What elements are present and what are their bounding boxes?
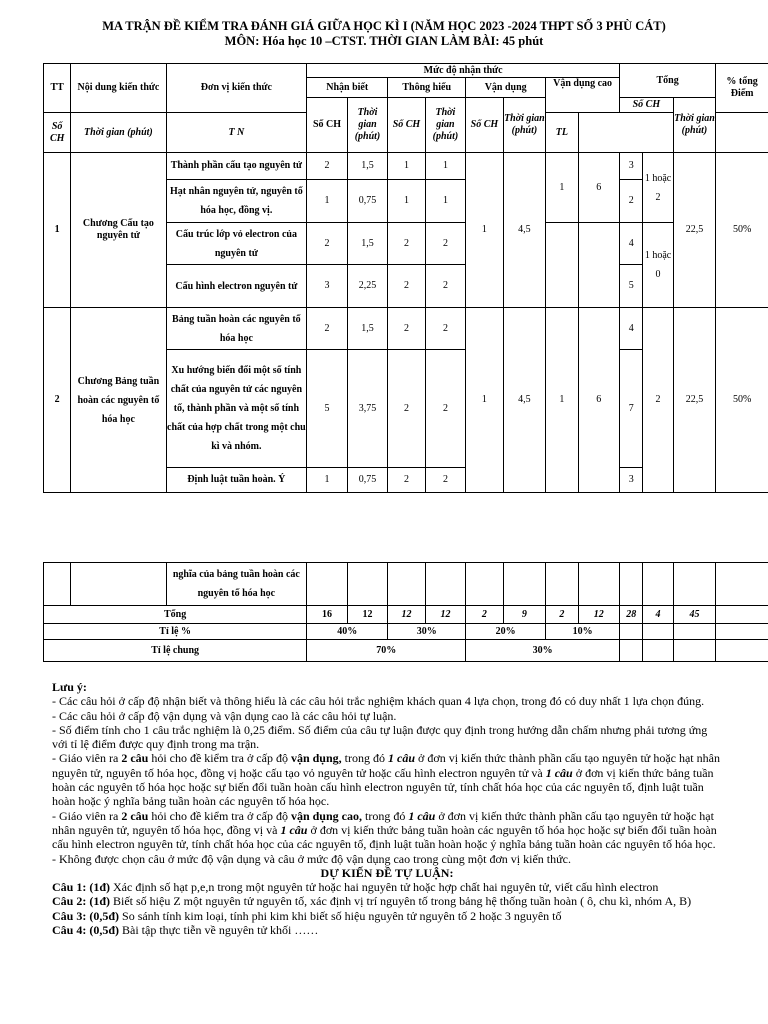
note-4-c: hỏi cho đề kiểm tra ở cấp độ [148, 751, 291, 766]
note-5-c: hỏi cho đề kiểm tra ở cấp độ [148, 808, 291, 823]
ch2-u1-th-ch: 2 [388, 308, 425, 350]
header-nb-so-ch: Số CH [307, 98, 348, 153]
note-5-g: ở đơn vị kiến thức thành phần cấu tạo nguyên tử hoặc hạt nhân nguyên tử, nguyên tố hóa học, đồng vị và [52, 808, 714, 837]
total-time: 45 [673, 606, 716, 624]
note-5-h: 1 câu [280, 822, 308, 837]
ch1-unit-3: Cấu trúc lớp vỏ electron của nguyên tử [166, 223, 307, 265]
note-1: - Các câu hỏi ở cấp độ nhận biết và thông hiểu là các câu hỏi trắc nghiệm khách quan 4 lựa chọn, trong đó có duy nhất 1 lựa chọn đúng. [52, 694, 705, 709]
header-pct-tong-diem: % tổng Điểm [716, 64, 768, 113]
ch2-pct: 50% [716, 308, 768, 493]
note-4-a: - Giáo viên ra [52, 751, 122, 766]
ch1-tl-b: 1 hoặc 0 [643, 223, 673, 308]
note-4-g: ở đơn vị kiến thức thành phần cấu tạo nguyên tử hoặc hạt nhân nguyên tử, nguyên tố hóa học, đồng vị hoặc cấu tạo vỏ nguyên tử hoặc cấu hình electron nguyên tử và [52, 751, 720, 780]
ch1-u1-nb-tg: 1,5 [347, 153, 388, 180]
ch2-tl: 2 [643, 308, 673, 493]
ch1-u2-tn: 2 [620, 180, 643, 223]
ch1-u3-nb-ch: 2 [307, 223, 348, 265]
ch2-vd-ch: 1 [466, 308, 503, 493]
essay-q1 [52, 880, 722, 894]
ch2-unit-1: Bảng tuần hoàn các nguyên tố hóa học [166, 308, 307, 350]
tile-chung-blank [716, 640, 768, 662]
ch1-u4-tn: 5 [620, 265, 643, 308]
header-tong: Tổng [620, 64, 716, 98]
note-4 [52, 751, 722, 808]
note-4-b: 2 câu [121, 751, 149, 766]
ch2-u2-tn: 7 [620, 350, 643, 468]
total-vdc-tg: 12 [578, 606, 620, 624]
note-5-b: 2 câu [121, 808, 149, 823]
ch1-u3-th-tg: 2 [425, 223, 466, 265]
ch1-vdc-ch: 1 [546, 153, 578, 223]
header-vd-so-ch: Số CH [466, 98, 503, 153]
ch2-u1-th-tg: 2 [425, 308, 466, 350]
tile-chung-blank [673, 640, 716, 662]
note-4-e: trong đó [341, 751, 388, 766]
header-nb-thoi-gian: Thời gian (phút) [347, 98, 388, 153]
tile-chung-blank [643, 640, 673, 662]
header-th-thoi-gian: Thời gian (phút) [425, 98, 466, 153]
ch1-tt: 1 [44, 153, 71, 308]
ch2-u3-nb-tg: 0,75 [347, 468, 388, 493]
note-5-f: 1 câu [408, 808, 436, 823]
totals-label: Tổng [44, 606, 307, 624]
ch1-u4-nb-ch: 3 [307, 265, 348, 308]
ch2-unit-2: Xu hướng biến đổi một số tính chất của nguyên tử các nguyên tố, thành phần và một số tính chất của hợp chất trong một chu kì và nhóm. [166, 350, 307, 468]
ch2-u1-nb-tg: 1,5 [347, 308, 388, 350]
total-tn: 28 [620, 606, 643, 624]
note-3: - Số điểm tính cho 1 câu trắc nghiệm là 0,25 điểm. Số điểm của câu tự luận được quy định trong hướng dẫn chấm nhưng phải tương ứng với tỉ lệ điểm được quy định trong ma trận. [52, 722, 708, 752]
ch1-u4-nb-tg: 2,25 [347, 265, 388, 308]
essay-heading: DỰ KIẾN ĐỀ TỰ LUẬN: [320, 865, 454, 880]
ch1-u3-tn: 4 [620, 223, 643, 265]
ch2-u2-th-ch: 2 [388, 350, 425, 468]
header-van-dung: Vận dụng [466, 78, 546, 98]
cont-unit: nghĩa của bảng tuần hoàn các nguyên tố hóa học [166, 563, 307, 606]
cont-blank [503, 563, 546, 606]
note-4-h: 1 câu [545, 765, 573, 780]
matrix-table-continued [43, 562, 768, 662]
header-tl: TL [546, 113, 578, 153]
tile-chung-label: Tỉ lệ chung [44, 640, 307, 662]
essay-q3 [52, 909, 722, 923]
ch1-name: Chương Cấu tạo nguyên tử [71, 153, 166, 308]
ch2-total-time: 22,5 [673, 308, 716, 493]
header-tong-so-ch: Số CH [620, 98, 674, 113]
document-title: MA TRẬN ĐỀ KIỂM TRA ĐÁNH GIÁ GIỮA HỌC KÌ I (NĂM HỌC 2023 -2024 THPT SỐ 3 PHÙ CÁT) [102, 19, 666, 33]
tile-chung-1: 70% [307, 640, 466, 662]
ch1-total-time: 22,5 [673, 153, 716, 308]
cont-blank [546, 563, 578, 606]
note-5-d: vận dụng cao, [290, 808, 362, 823]
tile-blank [716, 624, 768, 640]
ch1-u2-nb-tg: 0,75 [347, 180, 388, 223]
total-vdc-ch: 2 [546, 606, 578, 624]
note-2: - Các câu hỏi ở cấp độ vận dụng và vận dụng cao là các câu hỏi tự luận. [52, 708, 397, 723]
notes-section [52, 680, 722, 937]
ch1-u1-th-ch: 1 [388, 153, 425, 180]
notes-heading: Lưu ý: [52, 680, 87, 694]
note-4-i: ở đơn vị kiến thức bảng tuần hoàn các nguyên tố hóa học hoặc sự biến đổi tuần hoàn cấu hình electron nguyên tử, tính chất hóa học của các nguyên tố, định luật tuần hoàn hoặc ý nghĩa bảng tuần hoàn các nguyên tố hóa học. [52, 765, 714, 809]
essay-q2 [52, 894, 722, 908]
tile-nb: 40% [307, 624, 388, 640]
header-don-vi: Đơn vị kiến thức [166, 64, 307, 113]
ch2-u1-tn: 4 [620, 308, 643, 350]
ch1-pct: 50% [716, 153, 768, 308]
ch1-u1-tn: 3 [620, 153, 643, 180]
ch1-vdc-blank-tg [578, 223, 620, 308]
header-vdc-thoi-gian: Thời gian (phút) [71, 113, 166, 153]
header-tong-thoi-gian: Thời gian (phút) [673, 98, 716, 153]
essay-q3-label: Câu 3: (0,5đ) [52, 908, 120, 923]
ch2-u2-nb-tg: 3,75 [347, 350, 388, 468]
ch1-u4-th-ch: 2 [388, 265, 425, 308]
ch2-u1-nb-ch: 2 [307, 308, 348, 350]
essay-q1-label: Câu 1: (1đ) [52, 880, 111, 895]
essay-q4-text: Bài tập thực tiễn về nguyên tử khối …… [119, 923, 319, 938]
ch2-vdc-ch: 1 [546, 308, 578, 493]
total-th-tg: 12 [425, 606, 466, 624]
total-nb-tg: 12 [347, 606, 388, 624]
ch2-u3-tn: 3 [620, 468, 643, 493]
total-vd-ch: 2 [466, 606, 503, 624]
tile-label: Tỉ lệ % [44, 624, 307, 640]
ch1-u1-nb-ch: 2 [307, 153, 348, 180]
header-noi-dung: Nội dung kiến thức [71, 64, 166, 113]
note-4-f: 1 câu [388, 751, 415, 766]
ch1-u3-th-ch: 2 [388, 223, 425, 265]
total-vd-tg: 9 [503, 606, 546, 624]
cont-blank [466, 563, 503, 606]
note-6: - Không được chọn câu ở mức độ vận dụng và câu ở mức độ vận dụng cao trong cùng một đơn vị kiến thức. [52, 851, 571, 866]
ch1-u2-th-ch: 1 [388, 180, 425, 223]
ch1-u1-th-tg: 1 [425, 153, 466, 180]
cont-blank [347, 563, 388, 606]
ch1-unit-1: Thành phần cấu tạo nguyên tử [166, 153, 307, 180]
header-van-dung-cao [546, 78, 620, 113]
ch1-vd-ch: 1 [466, 153, 503, 308]
cont-blank [643, 563, 673, 606]
ch2-vd-tg: 4,5 [503, 308, 546, 493]
tile-th: 30% [388, 624, 466, 640]
cont-blank [716, 563, 768, 606]
ch1-unit-2: Hạt nhân nguyên tử, nguyên tố hóa học, đồng vị. [166, 180, 307, 223]
ch1-u2-nb-ch: 1 [307, 180, 348, 223]
header-van-dung-cao-label: Vận dụng cao [553, 78, 613, 89]
cont-blank [425, 563, 466, 606]
essay-q2-label: Câu 2: (1đ) [52, 894, 111, 909]
header-vd-thoi-gian: Thời gian (phút) [503, 98, 546, 153]
ch1-vdc-blank-ch [546, 223, 578, 308]
ch1-vdc-tg: 6 [578, 153, 620, 223]
cont-blank [620, 563, 643, 606]
note-5-i: ở đơn vị kiến thức bảng tuần hoàn các nguyên tố hóa học hoặc sự biến đổi tuần hoàn cấu hình electron nguyên tử, tính chất hóa học của các nguyên tố, định luật tuần hoàn hoặc ý nghĩa bảng tuần hoàn các nguyên tố hóa học. [52, 822, 717, 852]
matrix-table [43, 63, 768, 493]
note-4-d: vận dụng, [290, 751, 342, 766]
cont-blank-nd [71, 563, 166, 606]
header-thong-hieu: Thông hiểu [388, 78, 466, 98]
cont-blank [307, 563, 348, 606]
note-5-e: trong đó [361, 808, 409, 823]
tile-chung-blank [620, 640, 643, 662]
total-pct-blank [716, 606, 768, 624]
cont-blank [673, 563, 716, 606]
tile-chung-2: 30% [466, 640, 620, 662]
tile-blank [673, 624, 716, 640]
ch1-vd-tg: 4,5 [503, 153, 546, 308]
essay-q4 [52, 923, 722, 937]
header-th-so-ch: Số CH [388, 98, 425, 153]
ch1-u3-nb-tg: 1,5 [347, 223, 388, 265]
essay-q1-text: Xác định số hạt p,e,n trong một nguyên tử hoặc hai nguyên tử hoặc hợp chất hai nguyên tử, viết cấu hình electron [110, 880, 659, 895]
tile-vd: 20% [466, 624, 546, 640]
note-5-a: - Giáo viên ra [52, 808, 122, 823]
essay-q2-text: Biết số hiệu Z một nguyên tử nguyên tố, xác định vị trí nguyên tố trong bảng hệ thống tuần hoàn ( ô, chu kì, nhóm A, B) [110, 894, 692, 909]
ch1-tl-a: 1 hoặc 2 [643, 153, 673, 223]
header-tn: T N [166, 113, 307, 153]
ch2-vdc-tg: 6 [578, 308, 620, 493]
ch2-u3-nb-ch: 1 [307, 468, 348, 493]
header-vdc-so-ch: Số CH [44, 113, 71, 153]
total-tl: 4 [643, 606, 673, 624]
ch1-u4-th-tg: 2 [425, 265, 466, 308]
ch1-unit-4: Cấu hình electron nguyên tử [166, 265, 307, 308]
ch2-u3-th-ch: 2 [388, 468, 425, 493]
total-th-ch: 12 [388, 606, 425, 624]
ch2-tt: 2 [44, 308, 71, 493]
header-tt: TT [44, 64, 71, 113]
cont-blank [388, 563, 425, 606]
total-nb-ch: 16 [307, 606, 348, 624]
ch2-u2-th-tg: 2 [425, 350, 466, 468]
ch2-u2-nb-ch: 5 [307, 350, 348, 468]
ch2-name: Chương Bảng tuần hoàn các nguyên tố hóa học [71, 308, 166, 493]
document-subtitle: MÔN: Hóa học 10 –CTST. THỜI GIAN LÀM BÀI: 45 phút [224, 34, 544, 48]
ch1-u2-th-tg: 1 [425, 180, 466, 223]
tile-blank [620, 624, 643, 640]
essay-q3-text: So sánh tính kim loại, tính phi kim khi biết số hiệu nguyên tử nguyên tố 2 hoặc 3 nguyên tố [119, 908, 562, 923]
essay-q4-label: Câu 4: (0,5đ) [52, 923, 120, 938]
cont-blank [578, 563, 620, 606]
ch2-u3-th-tg: 2 [425, 468, 466, 493]
header-muc-do: Mức độ nhận thức [307, 64, 620, 78]
ch2-unit-3: Định luật tuần hoàn. Ý [166, 468, 307, 493]
header-nhan-biet: Nhận biết [307, 78, 388, 98]
note-5 [52, 809, 722, 852]
tile-vdc: 10% [546, 624, 620, 640]
cont-blank-tt [44, 563, 71, 606]
tile-blank [643, 624, 673, 640]
